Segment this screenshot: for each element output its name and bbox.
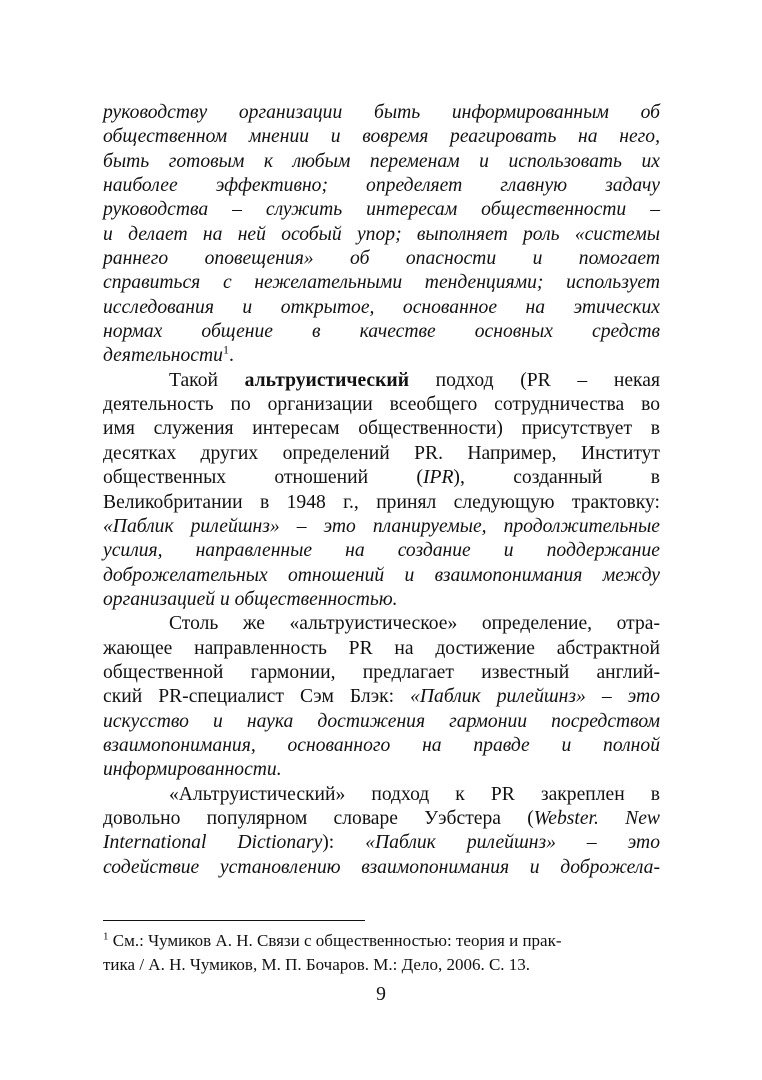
footnote-text: тика / А. Н. Чумиков, М. П. Бочаров. М.: Дело, 2006. С. 13. [103, 954, 531, 974]
text-line: организацией и общественностью. [103, 588, 398, 610]
text-line: искусство и наука достижения гармонии посредством [103, 710, 660, 732]
italic-title: International Dictionary [103, 832, 323, 854]
text-line: справиться с нежелательными тенденциями; использует [103, 272, 660, 294]
text-line [103, 369, 660, 393]
text-line: нормах общение в качестве основных средств [103, 321, 660, 343]
italic-abbr: IPR [422, 467, 454, 489]
text-line: информированности. [103, 759, 282, 781]
text-line: руководству организации быть информированным об [103, 102, 660, 123]
text-span: общественных отношений ( [103, 467, 423, 489]
italic-quote: «Паблик рилейшнз» – это [410, 686, 660, 708]
page-number: 9 [376, 984, 386, 1005]
paragraph-altruistic-approach [103, 369, 660, 612]
text-line: «Паблик рилейшнз» – это планируемые, продолжительные [103, 515, 660, 537]
text-line [103, 831, 660, 855]
text-line: раннего оповещения» об опасности и помогает [103, 248, 660, 270]
text-line: исследования и открытое, основанное на этических [103, 296, 660, 318]
footnote-text: См.: Чумиков А. Н. Связи с общественностью: теория и прак- [108, 931, 562, 950]
text-line: деятельность по организации всеобщего сотрудничества во [103, 394, 660, 416]
text-span: ский PR-специалист Сэм Блэк: [103, 686, 411, 708]
text-line: быть готовым к любым переменам и использовать их [103, 150, 660, 172]
text-line: Столь же «альтруистическое» определение, отра- [169, 613, 660, 635]
text-line: Великобритании в 1948 г., принял следующую трактовку: [103, 491, 660, 513]
italic-title: Webster. New [533, 807, 660, 829]
text-line: доброжелательных отношений и взаимопонимания между [103, 564, 660, 586]
text-line: и делает на ней особый упор; выполняет роль «системы [103, 223, 660, 245]
text-line [103, 344, 660, 368]
text-span: довольно популярном словаре Уэбстера ( [103, 807, 534, 829]
text-line: общественной гармонии, предлагает известный англий- [103, 661, 660, 683]
body-text [103, 101, 660, 880]
text-line: взаимопонимания, основанного на правде и полной [103, 734, 660, 756]
text-line: наиболее эффективно; определяет главную задачу [103, 175, 660, 197]
text-line: «Альтруистический» подход к PR закреплен в [169, 783, 660, 805]
footnote-reference[interactable]: 1 [222, 342, 229, 357]
footnote-divider [103, 920, 365, 921]
text-line: содействие установлению взаимопонимания и доброжела- [103, 856, 660, 878]
bold-term: альтруистический [244, 369, 409, 391]
italic-quote: «Паблик рилейшнз» – это [365, 832, 660, 854]
text-line: руководства – служить интересам общественности – [103, 199, 660, 221]
quote-end-period: . [228, 345, 234, 367]
footnote [103, 929, 660, 976]
quote-continuation [103, 101, 660, 369]
text-span: Такой [169, 369, 245, 391]
text-span: подход (PR – некая [408, 369, 660, 391]
text-line [103, 807, 660, 831]
footnote-number: 1 [103, 930, 109, 943]
text-line: десятках других определений PR. Например, Институт [103, 442, 660, 464]
paragraph-webster [103, 783, 660, 880]
text-line [103, 685, 660, 709]
text-line: имя служения интересам общественности) присутствует в [103, 418, 660, 440]
text-line [103, 466, 660, 490]
quote-last-words: деятельности [103, 345, 223, 367]
text-span: ), созданный в [453, 467, 660, 489]
paragraph-sam-black [103, 612, 660, 782]
text-line: общественном мнении и вовремя реагировать на него, [103, 126, 660, 148]
text-span: ): [322, 832, 366, 854]
text-line: усилия, направленные на создание и поддержание [103, 540, 660, 562]
text-line: жающее направленность PR на достижение абстрактной [103, 637, 660, 659]
